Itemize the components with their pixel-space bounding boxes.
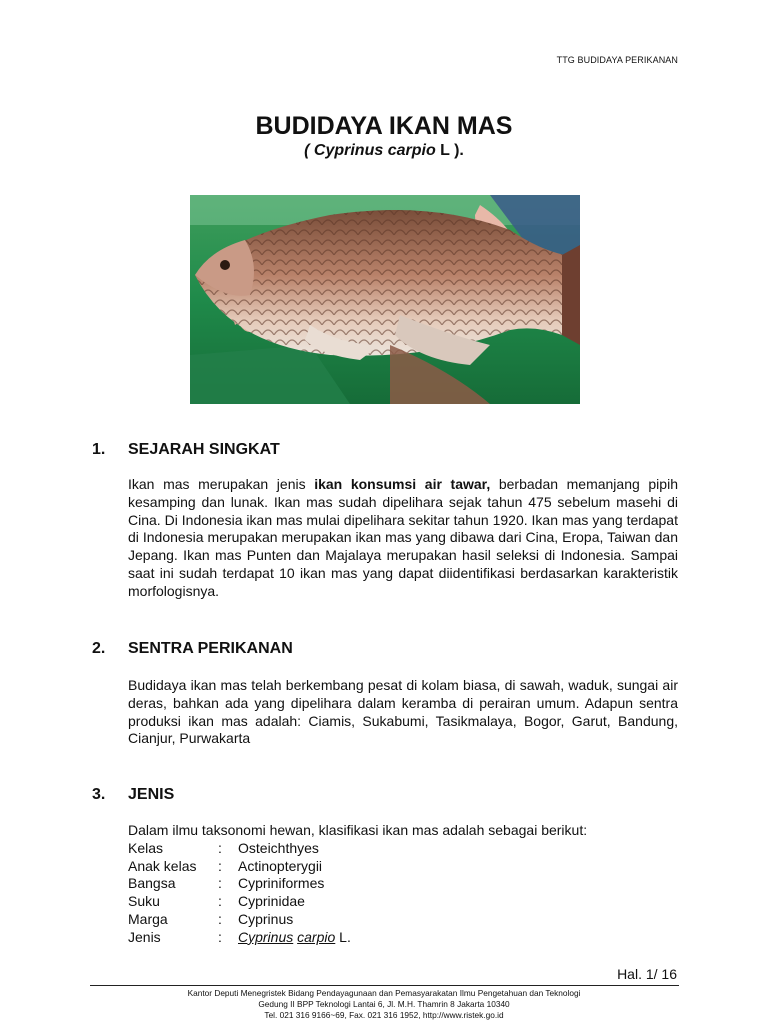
taxonomy-row [128, 858, 587, 876]
section-2-title: SENTRA PERIKANAN [128, 640, 293, 657]
taxonomy-value: Osteichthyes [238, 839, 319, 856]
taxonomy-colon: : [218, 928, 222, 945]
section-3-title: JENIS [128, 786, 175, 803]
footer-line-3: Tel. 021 316 9166~69, Fax. 021 316 1952, http://www.ristek.go.id [264, 1010, 504, 1020]
taxonomy-block [128, 822, 587, 947]
taxonomy-colon: : [218, 910, 222, 927]
taxonomy-colon: : [218, 893, 222, 910]
subtitle-rest: L ). [435, 142, 464, 159]
taxonomy-key: Kelas [128, 839, 164, 856]
section-1-number: 1. [92, 441, 106, 458]
subtitle-scientific-name: Cyprinus carpio [313, 142, 436, 159]
taxonomy-row [128, 875, 587, 893]
taxonomy-value: Cyprinus [238, 910, 294, 927]
species-author: L. [335, 928, 351, 945]
species-genus: Cyprinus [238, 928, 294, 945]
fish-illustration [190, 195, 580, 404]
section-1-title: SEJARAH SINGKAT [128, 441, 280, 458]
section-2-paragraph: Budidaya ikan mas telah berkembang pesat di kolam biasa, di sawah, waduk, sungai air deras, bahkan ada yang dipelihara dalam keramba di perairan umum. Adapun sentra produksi ikan mas adalah: Ciamis, Sukabumi, Tasikmalaya, Bogor, Garut, Bandung, Cianjur, Purwakarta [128, 677, 678, 747]
footer-divider [90, 985, 679, 986]
taxonomy-key: Anak kelas [128, 857, 197, 874]
subtitle-open: ( [304, 142, 314, 159]
section-1-paragraph [128, 476, 678, 601]
section-2-number: 2. [92, 640, 106, 657]
taxonomy-value: Cypriniformes [238, 875, 325, 892]
taxonomy-value: Cyprinidae [238, 893, 305, 910]
taxonomy-colon: : [218, 839, 222, 856]
footer-line-1: Kantor Deputi Menegristek Bidang Pendayagunaan dan Pemasyarakatan Ilmu Pengetahuan dan Teknologi [187, 988, 581, 998]
section-1-bold: ikan konsumsi air tawar, [314, 476, 491, 492]
taxonomy-key: Bangsa [128, 875, 176, 892]
taxonomy-key: Jenis [128, 928, 161, 945]
taxonomy-row-species [128, 929, 587, 947]
taxonomy-intro: Dalam ilmu taksonomi hewan, klasifikasi ikan mas adalah sebagai berikut: [128, 822, 588, 838]
document-title: BUDIDAYA IKAN MAS [255, 112, 513, 140]
carp-photo [190, 195, 580, 404]
document-subtitle [0, 142, 768, 160]
taxonomy-row [128, 840, 587, 858]
section-3-number: 3. [92, 786, 106, 803]
taxonomy-row [128, 911, 587, 929]
running-header: TTG BUDIDAYA PERIKANAN [556, 55, 678, 65]
species-epithet: carpio [297, 928, 336, 945]
taxonomy-colon: : [218, 875, 222, 892]
page-number: Hal. 1/ 16 [617, 966, 677, 982]
taxonomy-key: Marga [128, 910, 168, 927]
section-1-body: berbadan memanjang pipih kesamping dan lunak. Ikan mas sudah dipelihara sejak tahun 475 sebelum masehi di Cina. Di Indonesia ikan mas mulai dipelihara sekitar tahun 1920. Ikan mas yang terdapat di Indonesia merupakan merupakan ikan mas yang dibawa dari Cina, Eropa, Taiwan dan Jepang. Ikan mas Punten dan Majalaya merupakan hasil seleksi di Indonesia. Sampai saat ini sudah terdapat 10 ikan mas yang dapat diidentifikasi berdasarkan karakteristik morfologisnya. [128, 476, 678, 599]
footer-line-2: Gedung II BPP Teknologi Lantai 6, Jl. M.H. Thamrin 8 Jakarta 10340 [258, 999, 510, 1009]
taxonomy-key: Suku [128, 893, 160, 910]
taxonomy-colon: : [218, 857, 222, 874]
taxonomy-row [128, 893, 587, 911]
section-1-intro: Ikan mas merupakan jenis [128, 476, 315, 492]
taxonomy-value: Actinopterygii [238, 857, 323, 874]
